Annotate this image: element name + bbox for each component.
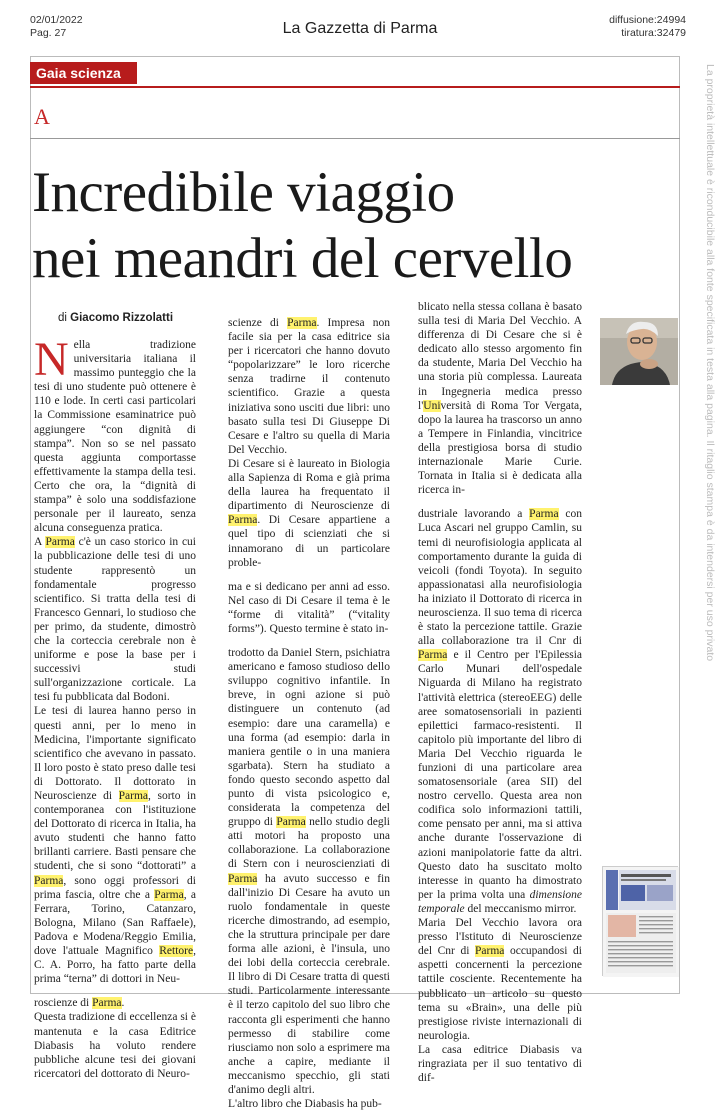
article-column-3 — [418, 300, 582, 1085]
title-line-2: nei meandri del cervello — [32, 227, 573, 290]
rubric-divider — [30, 86, 680, 88]
section-ornament: A — [34, 104, 50, 129]
paragraph: Le tesi di laurea hanno perso in questi anni, per lo meno in Medicina, l'importante significato scientifico che avevano in passato. Il loro posto è stato preso dalle tesi di Dottorato. Il dottorato in Neuroscienze di Parma, sorto in contemporanea con l'istituzione del Dottorato di ricerca in Italia, ha avuto studenti che hanno fatto brillanti carriere. Basti pensare che studenti, che si sono “dottorati” a Parma, sono oggi professori di prima fascia, oltre che a Parma, a Ferrara, Torino, Catanzaro, Bologna, Milano (San Raffaele), Padova e Modena/Reggio Emilia, dove l'attuale Magnifico Rettore, C. A. Porro, ha fatto parte della prima “terna” di dottori in Neu- — [34, 705, 196, 986]
article-column-2 — [228, 316, 390, 1111]
byline-prefix: di — [58, 312, 67, 324]
highlight-parma: Parma — [276, 816, 306, 829]
paragraph: A Parma c'è un caso storico in cui la pubblicazione delle tesi di uno studente rappresentò un fondamentale progresso scientifico. Si tratta della tesi di Francesco Gennari, lo studioso che per primo, da studente, dimostrò che la corteccia cerebrale non è uniforme e pose la base per i successivi studi sull'organizzazione corticale. La tesi fu pubblicata dal Bodoni. — [34, 536, 196, 704]
highlight-parma: Parma — [475, 945, 505, 958]
emphasis: dimensione temporale — [418, 888, 582, 915]
header-date: 02/01/2022 — [30, 14, 83, 26]
page-thumbnail — [602, 866, 678, 976]
newspaper-name: La Gazzetta di Parma — [282, 20, 438, 37]
highlight-parma: Parma — [45, 536, 75, 549]
paragraph: blicato nella stessa collana è basato sulla tesi di Maria Del Vecchio. A differenza di Di Cesare che si è dedicato allo stesso argomento fin da studente, Maria Del Vecchio ha una storia più complessa. Laureata in Ingegneria medica presso l'Università di Roma Tor Vergata, dopo la laurea ha trascorso un anno a Tempere in Finlandia, vincitrice della prestigiosa borsa di studio internazionale Marie Curie. Tornata in Italia si è dedicata alla ricerca in- — [418, 301, 582, 497]
header-diffusione: diffusione:24994 — [609, 14, 686, 26]
paragraph: La casa editrice Diabasis va ringraziata per il suo tentativo di dif- — [418, 1043, 582, 1085]
highlight-rettore: Rettore — [159, 945, 194, 958]
paragraph: L'altro libro che Diabasis ha pub- — [228, 1098, 382, 1111]
paragraph: Nella tradizione universitaria italiana il massimo punteggio che la tesi di uno studente può ottenere è 110 e lode. In certi casi particolari la Commissione esaminatrice può aggiungere “con dignità di stampa”. Non so se nel passato questa aggiunta comportasse effettivamente la stampa della tesi. Certo che ora, la “dignità di stampa” è solo una soddisfazione personale per il laureato, senza alcuna conseguenza pratica. — [34, 333, 196, 535]
byline — [58, 312, 173, 324]
highlight-parma: Parma — [228, 872, 258, 885]
paragraph: Questa tradizione di eccellenza si è mantenuta e la casa Editrice Diabasis ha voluto rendere pubbliche alcune tesi dei giovani ricercatori del dottorato di Neuro- — [34, 1011, 196, 1080]
paragraph: roscienze di Parma. — [34, 997, 125, 1010]
section-rubric: Gaia scienza — [30, 62, 137, 84]
drop-cap: N — [34, 333, 69, 386]
highlight-parma: Parma — [118, 790, 149, 802]
paragraph: ma e si dedicano per anni ad esso. Nel caso di Di Cesare il tema è le “forme di vitalità” (“vitality forms”). Questo termine è stato in- — [228, 580, 390, 635]
paragraph: Di Cesare si è laureato in Biologia alla Sapienza di Roma e già prima della laurea ha frequentato il dipartimento di Neuroscienze di Parma. Di Cesare appartiene a quel tipo di scienziati che si innamorano di un particolare proble- — [228, 457, 390, 569]
highlight-parma: Parma — [287, 317, 317, 329]
header-right — [609, 14, 686, 40]
highlight-parma: Parma — [34, 874, 64, 887]
paragraph: trodotto da Daniel Stern, psichiatra americano e famoso studioso dello sviluppo cognitivo infantile. In breve, in ogni azione si può distinguere un contenuto (ad esempio: dare una caramella) e una forma (ad esempio: darla in maniera gentile o in una maniera sgarbata). Stern ha studiato a fondo questo secondo aspetto dal punto di vista psicologico e, considerata la competenza del gruppo di Parma nello studio degli atti motori ha proposto una collaborazione. La collaborazione di Stern con i neuroscienziati di Parma ha avuto successo e fin dall'inizio Di Cesare ha avuto un ruolo fondamentale in queste ricerche dimostrando, ad esempio, che la struttura principale per dare forma alle azioni, è l'insula, uno dei lobi della corteccia cerebrale. Il libro di Di Cesare tratta di questi studi. Particolarmente interessante è il terzo capitolo del suo libro che racconta gli esperimenti che hanno permesso di stabilire come riusciamo non solo a esprimere ma anche a capire, mediante il meccanismo specchio, gli stati d'animo degli altri. — [228, 647, 390, 1096]
paragraph: Maria Del Vecchio lavora ora presso l'Istituto di Neuroscienze del Cnr di Parma occupandosi di aspetti concernenti la percezione tattile cosciente. Recentemente ha pubblicato un articolo su questo tema su «Brain», una delle più prestigiose riviste internazionali di neurologia. — [418, 917, 582, 1042]
header-page: Pag. 27 — [30, 27, 67, 39]
title-divider — [30, 138, 680, 139]
title-line-1: Incredibile viaggio — [32, 161, 455, 224]
paragraph: scienze di Parma. Impresa non facile sia per la casa editrice sia per i ricercatori che hanno dovuto “popolarizzare” le loro ricerche senza tradirne il contenuto scientifico. Grazie a questa iniziativa sono usciti due libri: uno basato sulla tesi Di Giuseppe Di Cesare e l'altro su quella di Maria Del Vecchio. — [228, 317, 390, 456]
highlight-universita: Uni — [423, 399, 441, 412]
paragraph: dustriale lavorando a Parma con Luca Ascari nel gruppo Camlin, su temi di neurofisiologia applicata al comportamento durante la guida di veicoli (fondi Toyota). In seguito appassionatasi alla neurofisiologia ha iniziato il Dottorato di ricerca in neuroscienza. Il suo tema di ricerca è stato la percezione tattile. Grazie alla collaborazione tra il Cnr di Parma e il Centro per l'Epilessia Carlo Munari dell'ospedale Niguarda di Milano ha registrato l'attività elettrica (stereoEEG) delle aree somatosensoriali in pazienti epilettici farmaco-resistenti. Il capitolo più importante del libro di Maria Del Vecchio riguarda le funzioni di una particolare area somatosensoriale (area SII) del nostro cervello. Questa area non codifica solo informazioni tattili, come pensato per anni, ma si attiva anche durante l'osservazione di azioni manipolatorie fatte da altri. Questo dato ha suscitato molto interesse in quanto ha dimostrato per la prima volta una dimensione temporale del meccanismo mirror. — [418, 508, 582, 915]
author-photo — [600, 318, 678, 385]
highlight-parma: Parma — [228, 514, 258, 527]
header-tiratura: tiratura:32479 — [621, 27, 686, 39]
highlight-parma: Parma — [92, 997, 122, 1010]
highlight-parma: Parma — [418, 649, 448, 662]
author-name: Giacomo Rizzolatti — [70, 312, 174, 324]
article-column-1 — [34, 333, 196, 1081]
highlight-parma: Parma — [529, 508, 559, 521]
article-title — [32, 160, 572, 292]
highlight-parma: Parma — [154, 888, 184, 901]
copyright-note: La proprietà intellettuale è riconducibile alla fonte specificata in testa alla pagina. Il ritaglio stampa è da intendersi per uso privato — [704, 64, 716, 662]
